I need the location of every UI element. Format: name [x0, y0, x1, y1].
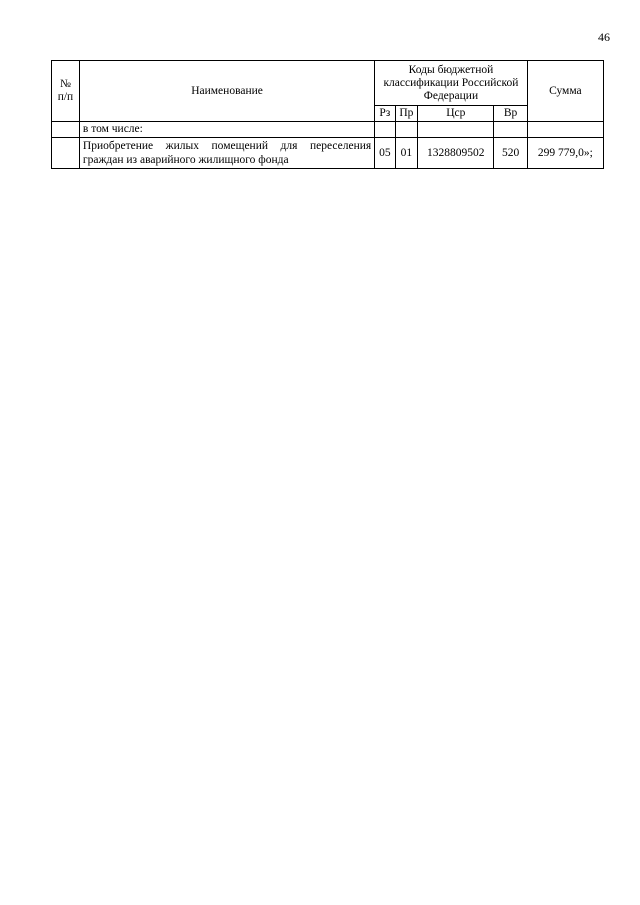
header-rz: Рз [375, 106, 395, 122]
table-row [52, 122, 604, 138]
row-rz: 05 [375, 138, 395, 169]
row-csr [418, 122, 494, 138]
row-vr [494, 122, 527, 138]
budget-table [51, 60, 604, 169]
page-number: 46 [598, 30, 610, 44]
row-num [52, 138, 80, 169]
row-name: в том числе: [79, 122, 374, 138]
row-pr: 01 [395, 138, 418, 169]
row-num [52, 122, 80, 138]
header-row-top [52, 61, 604, 106]
row-name: Приобретение жилых помещений для переселения граждан из аварийного жилищного фонда [79, 138, 374, 169]
header-vr: Вр [494, 106, 527, 122]
header-pr: Пр [395, 106, 418, 122]
header-csr: Цср [418, 106, 494, 122]
table-row [52, 138, 604, 169]
header-name: Наименование [79, 61, 374, 122]
header-sum: Сумма [527, 61, 603, 122]
row-sum [527, 122, 603, 138]
header-codes-group: Коды бюджетной классификации Российской Федерации [375, 61, 528, 106]
header-num: № п/п [52, 61, 80, 122]
row-csr: 1328809502 [418, 138, 494, 169]
row-vr: 520 [494, 138, 527, 169]
row-sum: 299 779,0»; [527, 138, 603, 169]
row-pr [395, 122, 418, 138]
row-rz [375, 122, 395, 138]
